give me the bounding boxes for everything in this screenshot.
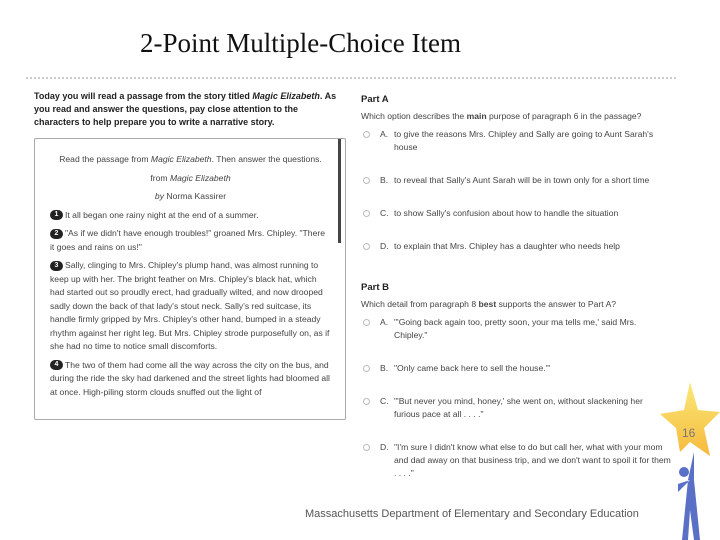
stem-after: purpose of paragraph 6 in the passage? <box>486 111 642 121</box>
option-a[interactable] <box>361 316 671 342</box>
option-letter: D. <box>380 241 389 251</box>
part-b <box>361 282 671 500</box>
paragraph <box>50 259 331 354</box>
star-figure-icon <box>660 380 720 540</box>
intro-text <box>34 90 344 129</box>
part-a-label: Part A <box>361 94 389 105</box>
option-a[interactable] <box>361 128 671 154</box>
option-letter: A. <box>380 317 389 327</box>
paragraph-text: Sally, clinging to Mrs. Chipley's plump hand, was almost running to keep up with her. The bright feather on Mrs. Chipley's black hat, which had started out so proudly erect, had gradually wilted, and now drooped sadly down the back of that lady's stout neck. Sally's red suitcase, its handle firmly gripped by Mrs. Chipley's other hand, bumped in a steady rhythm against her right leg. But Mrs. Chipley strode purposefully on, as if she had no time to notice small discomforts. <box>50 260 330 351</box>
option-letter: D. <box>380 442 389 452</box>
slide-title: 2-Point Multiple-Choice Item <box>140 28 461 58</box>
part-a-stem <box>361 111 671 121</box>
stem-before: Which detail from paragraph 8 <box>361 299 479 309</box>
paragraph-text: It all began one rainy night at the end of a summer. <box>65 209 259 220</box>
option-d[interactable] <box>361 441 671 480</box>
radio-button[interactable] <box>363 319 370 326</box>
option-letter: B. <box>380 175 389 185</box>
radio-button[interactable] <box>363 243 370 250</box>
radio-button[interactable] <box>363 444 370 451</box>
radio-button[interactable] <box>363 131 370 138</box>
paragraph-number: 4 <box>50 360 63 370</box>
paragraph-text: The two of them had come all the way across the city on the bus, and during the ride the sky had darkened and the street lights had bloomed all at once. High-piling storm clouds snuffed out the light of <box>50 359 330 397</box>
paragraph <box>50 227 331 254</box>
paragraph-number: 3 <box>50 261 63 271</box>
passage-instruction <box>50 153 331 167</box>
radio-button[interactable] <box>363 398 370 405</box>
author: Norma Kassirer <box>164 191 227 201</box>
paragraph-number: 1 <box>50 210 63 220</box>
stem-bold: best <box>478 299 497 309</box>
passage-byline <box>50 190 331 204</box>
option-text: "'Going back again too, pretty soon, your ma tells me,' said Mrs. Chipley." <box>394 317 637 340</box>
source-title: Magic Elizabeth <box>169 172 231 183</box>
option-c[interactable] <box>361 395 671 421</box>
instr-after: . Then answer the questions. <box>211 154 322 164</box>
radio-button[interactable] <box>363 365 370 372</box>
divider <box>26 77 676 79</box>
stem-bold: main <box>466 111 487 121</box>
paragraph-number: 2 <box>50 229 63 239</box>
option-letter: A. <box>380 129 389 139</box>
intro-before: Today you will read a passage from the story titled <box>34 91 253 101</box>
from-label: from <box>150 172 170 183</box>
option-d[interactable] <box>361 240 671 253</box>
option-text: to give the reasons Mrs. Chipley and Sally are going to Aunt Sarah's house <box>394 129 654 152</box>
option-letter: C. <box>380 208 389 218</box>
scrollbar[interactable] <box>338 139 341 243</box>
paragraph <box>50 359 331 400</box>
option-b[interactable] <box>361 362 671 375</box>
passage-source <box>50 172 331 186</box>
option-text: "'But never you mind, honey,' she went on, without slackening her furious pace at all . . . ." <box>394 396 643 419</box>
instr-before: Read the passage from <box>59 154 151 164</box>
page-number: 16 <box>682 426 696 440</box>
radio-button[interactable] <box>363 177 370 184</box>
paragraph <box>50 209 331 223</box>
instr-title: Magic Elizabeth <box>150 154 212 164</box>
option-letter: B. <box>380 363 389 373</box>
intro-title: Magic Elizabeth <box>252 91 320 101</box>
option-c[interactable] <box>361 207 671 220</box>
footer-text: Massachusetts Department of Elementary and Secondary Education <box>305 508 639 520</box>
part-a <box>361 94 671 273</box>
option-text: to explain that Mrs. Chipley has a daughter who needs help <box>394 241 620 251</box>
stem-before: Which option describes the <box>361 111 467 121</box>
option-letter: C. <box>380 396 389 406</box>
part-b-stem <box>361 299 671 309</box>
option-text: to reveal that Sally's Aunt Sarah will be in town only for a short time <box>394 175 650 185</box>
option-b[interactable] <box>361 174 671 187</box>
option-text: to show Sally's confusion about how to handle the situation <box>394 208 619 218</box>
part-b-label: Part B <box>361 282 389 293</box>
radio-button[interactable] <box>363 210 370 217</box>
by-label: by <box>154 191 164 201</box>
intro-after: . As you read and answer the questions, pay close attention to the characters to help prepare you to write a narrative story. <box>34 91 337 127</box>
option-text: "Only came back here to sell the house.'" <box>394 363 551 373</box>
paragraph-text: "As if we didn't have enough troubles!" groaned Mrs. Chipley. "There it goes and rains on us!" <box>50 228 325 252</box>
stem-after: supports the answer to Part A? <box>496 299 617 309</box>
passage-panel[interactable] <box>34 138 346 420</box>
option-text: "I'm sure I didn't know what else to do but call her, what with your mom and dad away on that business trip, and we don't want to spoil it for them . . . ." <box>394 442 671 478</box>
